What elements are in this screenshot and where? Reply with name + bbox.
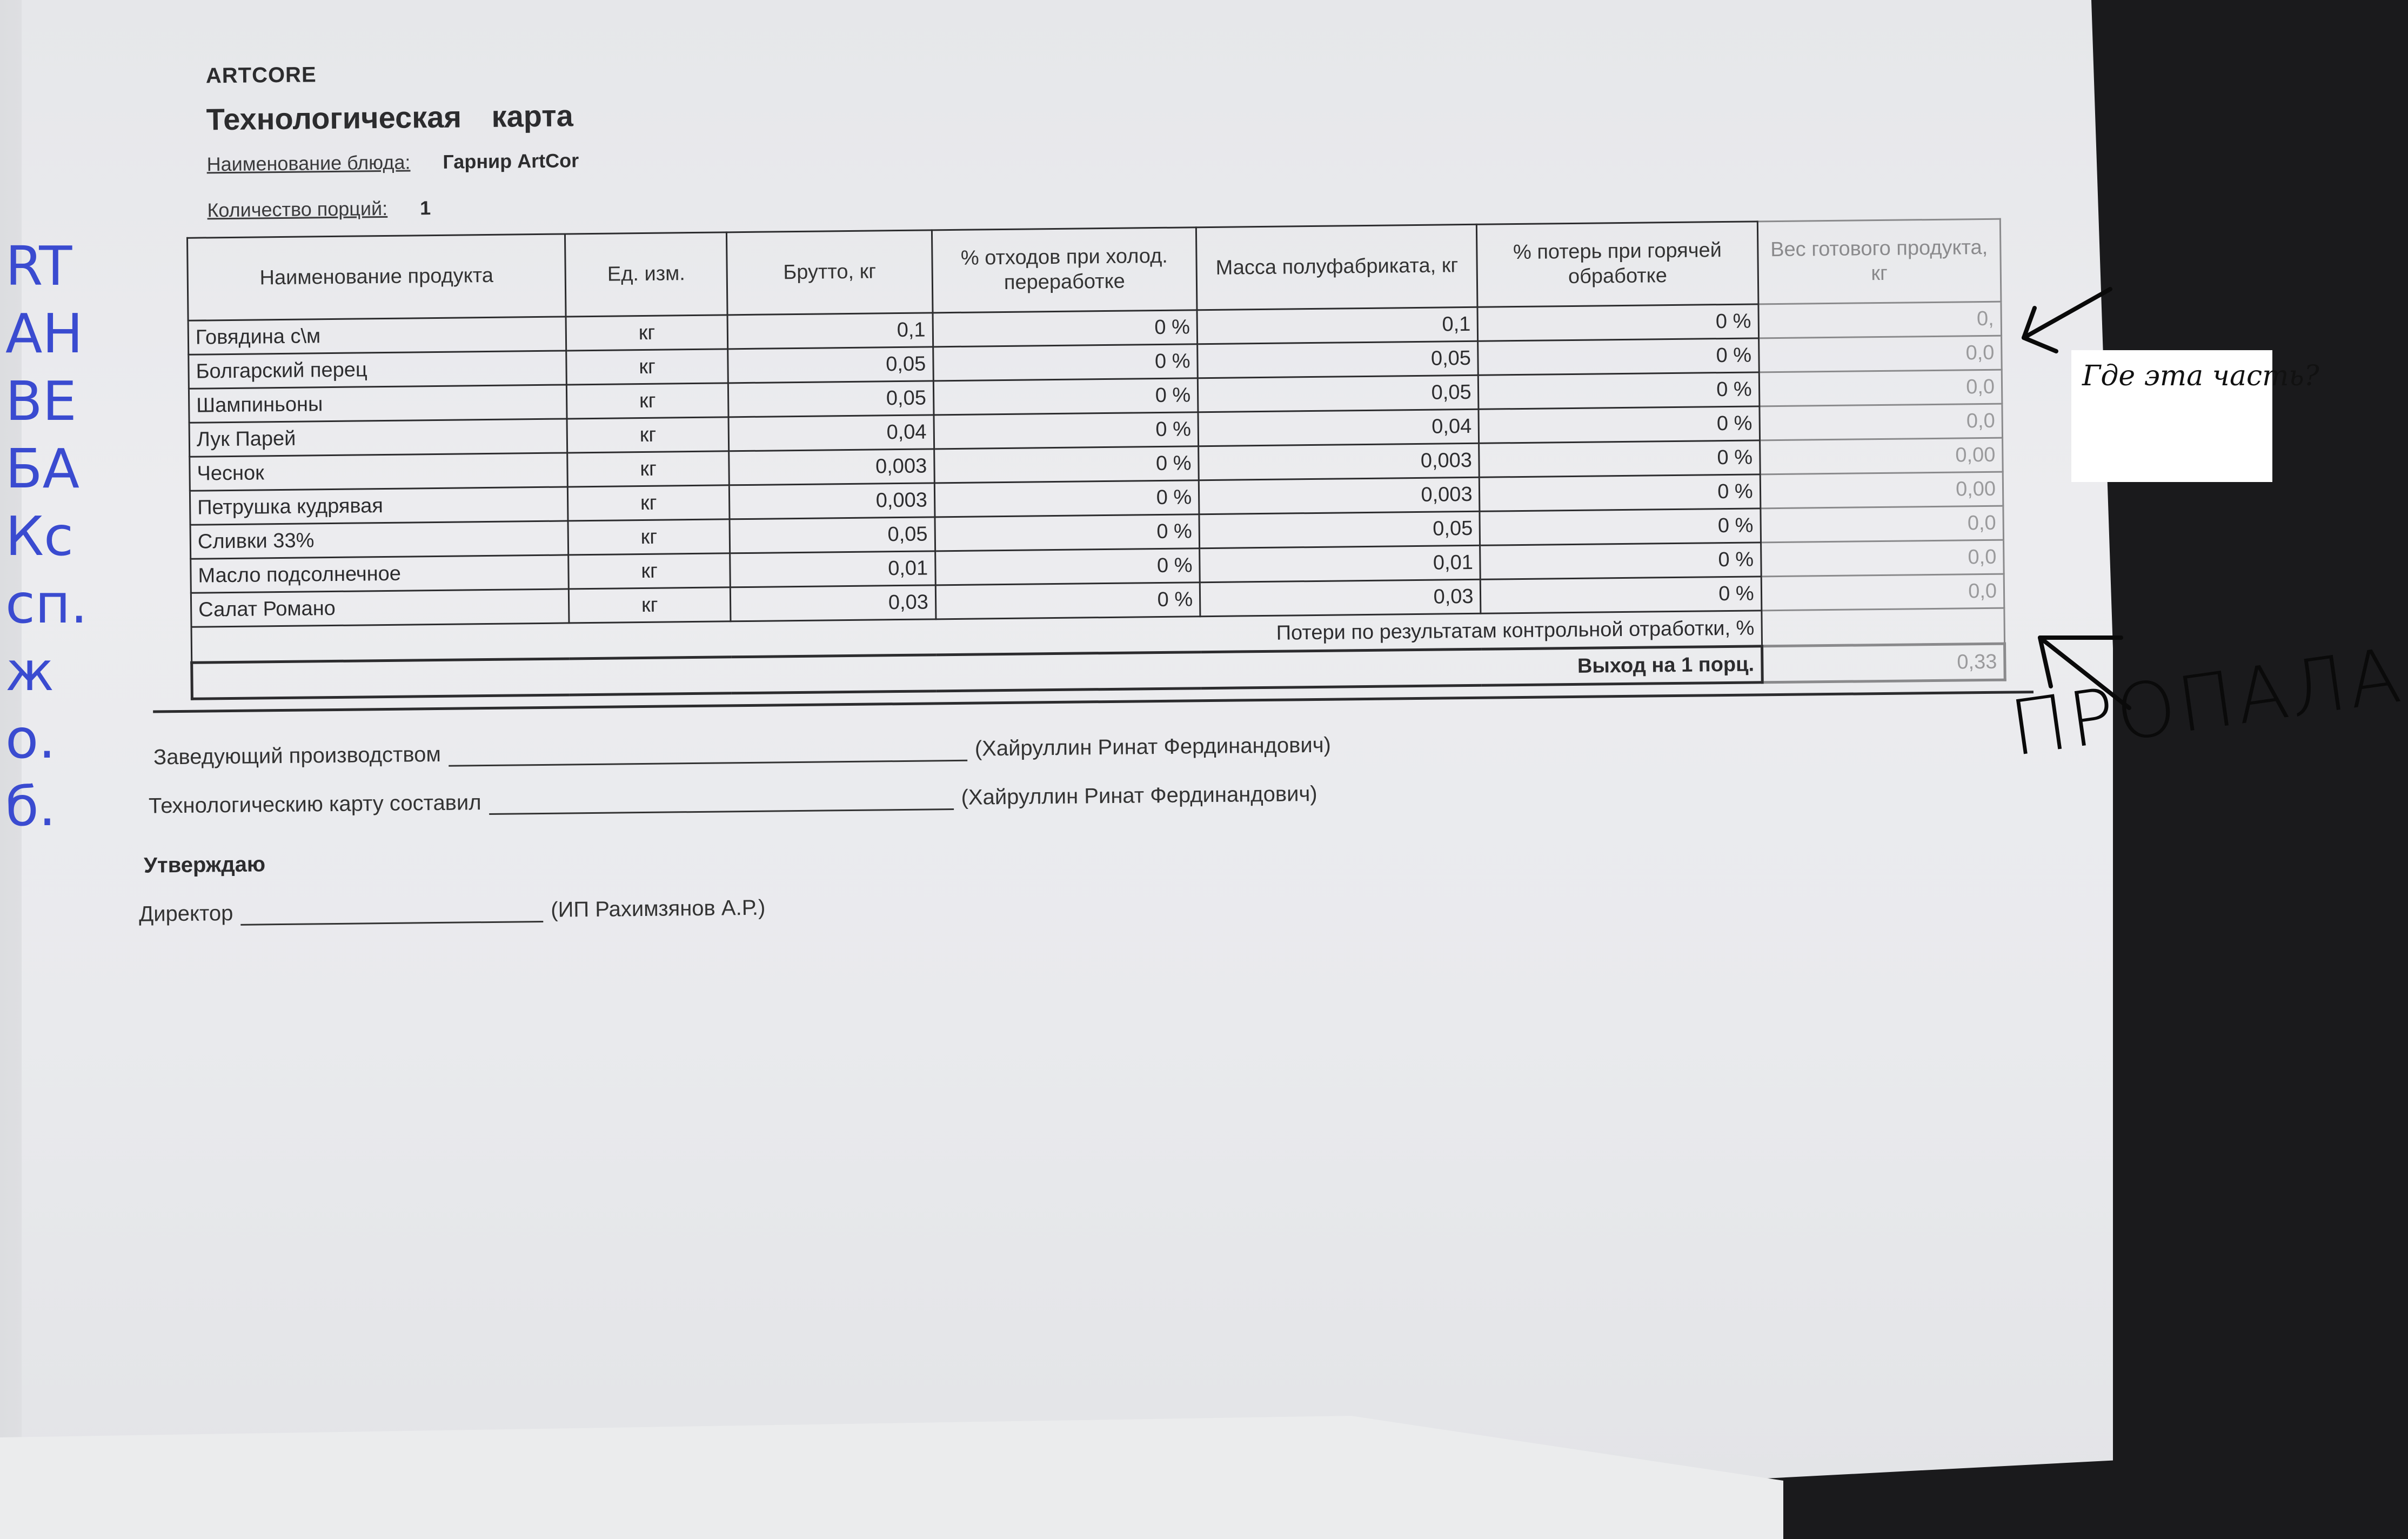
brutto-cell: 0,03 <box>731 585 936 621</box>
unit-cell: кг <box>566 383 728 419</box>
brutto-cell: 0,003 <box>730 483 935 519</box>
hot-loss-cell: 0 % <box>1479 440 1760 477</box>
semi-mass-cell: 0,003 <box>1199 443 1480 480</box>
product-name-cell: Масло подсолнечное <box>191 555 568 593</box>
document-title: Технологическая карта <box>206 98 574 137</box>
final-weight-cell: 0,0 <box>1761 574 2004 611</box>
head-name: (Хайруллин Ринат Фердинандович) <box>974 733 1332 761</box>
unit-cell: кг <box>566 315 728 351</box>
final-weight-cell: 0,0 <box>1759 370 2002 406</box>
semi-mass-cell: 0,003 <box>1199 477 1480 514</box>
semi-mass-cell: 0,05 <box>1199 511 1480 548</box>
col-header-semi: Масса полуфабриката, кг <box>1196 224 1477 310</box>
control-loss-label: Потери по результатам контрольной отработки, % <box>191 611 1762 663</box>
hot-loss-cell: 0 % <box>1477 304 1758 341</box>
brutto-cell: 0,1 <box>727 313 933 349</box>
hot-loss-cell: 0 % <box>1478 338 1759 375</box>
note-text: Где эта часть? <box>2082 360 2319 392</box>
cold-loss-cell: 0 % <box>934 412 1199 449</box>
cold-loss-cell: 0 % <box>933 378 1198 415</box>
semi-mass-cell: 0,1 <box>1197 307 1478 344</box>
col-header-cold-loss: % отходов при холод. переработке <box>932 227 1197 313</box>
final-weight-cell: 0,0 <box>1761 506 2004 543</box>
final-weight-cell: 0,00 <box>1760 472 2003 508</box>
head-label: Заведующий производством <box>153 742 442 770</box>
product-name-cell: Сливки 33% <box>190 521 568 559</box>
brutto-cell: 0,04 <box>728 415 934 451</box>
final-weight-cell: 0, <box>1758 302 2002 338</box>
brutto-cell: 0,01 <box>730 551 935 587</box>
hot-loss-cell: 0 % <box>1480 508 1761 545</box>
semi-mass-cell: 0,01 <box>1200 545 1481 582</box>
unit-cell: кг <box>567 417 729 453</box>
brutto-cell: 0,05 <box>728 381 934 417</box>
cold-loss-cell: 0 % <box>934 480 1199 517</box>
output-label: Выход на 1 порц. <box>192 646 1762 699</box>
col-header-brutto: Брутто, кг <box>727 230 933 315</box>
author-name: (Хайруллин Ринат Фердинандович) <box>961 781 1317 809</box>
cold-loss-cell: 0 % <box>935 548 1200 585</box>
product-name-cell: Салат Романо <box>191 589 568 627</box>
cold-loss-cell: 0 % <box>933 344 1198 381</box>
margin-mark: о. <box>5 707 56 771</box>
product-name-cell: Болгарский перец <box>189 351 566 389</box>
semi-mass-cell: 0,05 <box>1198 341 1479 378</box>
unit-cell: кг <box>567 485 730 521</box>
final-weight-cell: 0,0 <box>1761 540 2004 577</box>
hot-loss-cell: 0 % <box>1480 474 1761 511</box>
final-weight-cell: 0,00 <box>1760 438 2003 474</box>
lost-annotation: ПРОПАЛА <box>2005 631 2408 774</box>
final-weight-cell: 0,0 <box>1758 336 2002 372</box>
margin-mark: ВЕ <box>5 370 77 433</box>
director-name: (ИП Рахимзянов А.Р.) <box>551 895 766 922</box>
approve-label: Утверждаю <box>143 852 266 878</box>
portions-label: Количество порций: <box>207 197 388 222</box>
margin-mark: Кс <box>5 505 73 568</box>
semi-mass-cell: 0,03 <box>1200 579 1481 616</box>
dish-label: Наименование блюда: <box>206 151 411 176</box>
margin-mark: ж <box>5 640 55 703</box>
hot-loss-cell: 0 % <box>1480 543 1761 579</box>
final-weight-cell: 0,0 <box>1760 404 2003 440</box>
company-name: ARTCORE <box>205 63 317 88</box>
col-header-final: Вес готового продукта, кг <box>1757 219 2001 304</box>
product-name-cell: Говядина с\м <box>188 317 566 354</box>
brutto-cell: 0,05 <box>730 517 935 553</box>
product-name-cell: Лук Парей <box>189 419 567 457</box>
product-name-cell: Шампиньоны <box>189 385 566 423</box>
semi-mass-cell: 0,05 <box>1198 375 1479 412</box>
cold-loss-cell: 0 % <box>933 310 1198 347</box>
cold-loss-cell: 0 % <box>934 446 1199 483</box>
hot-loss-cell: 0 % <box>1479 372 1760 409</box>
margin-mark: б. <box>5 775 56 838</box>
unit-cell: кг <box>568 519 730 555</box>
semi-mass-cell: 0,04 <box>1198 409 1479 446</box>
unit-cell: кг <box>567 451 730 487</box>
margin-mark: сп. <box>5 572 88 635</box>
col-header-unit: Ед. изм. <box>565 232 727 317</box>
col-header-hot-loss: % потерь при горячей обработке <box>1477 222 1758 307</box>
margin-mark: БА <box>5 437 80 500</box>
brutto-cell: 0,05 <box>728 347 933 383</box>
dish-value: Гарнир ArtCor <box>443 149 579 173</box>
product-name-cell: Петрушка кудрявая <box>190 487 567 525</box>
output-value: 0,33 <box>1762 644 2005 682</box>
hot-loss-cell: 0 % <box>1481 577 1762 613</box>
portions-value: 1 <box>419 197 431 219</box>
col-header-product: Наименование продукта <box>187 234 565 320</box>
unit-cell: кг <box>568 553 731 589</box>
cold-loss-cell: 0 % <box>935 514 1200 551</box>
margin-mark: АН <box>5 302 83 365</box>
hot-loss-cell: 0 % <box>1479 406 1760 443</box>
director-label: Директор <box>138 901 233 926</box>
arrow-top-shaft <box>2024 289 2110 338</box>
author-label: Технологическию карту составил <box>148 791 481 818</box>
product-name-cell: Чеснок <box>190 453 567 491</box>
unit-cell: кг <box>568 587 731 623</box>
cold-loss-cell: 0 % <box>935 583 1200 619</box>
margin-mark: RT <box>5 235 72 298</box>
unit-cell: кг <box>566 349 728 385</box>
brutto-cell: 0,003 <box>729 449 934 485</box>
